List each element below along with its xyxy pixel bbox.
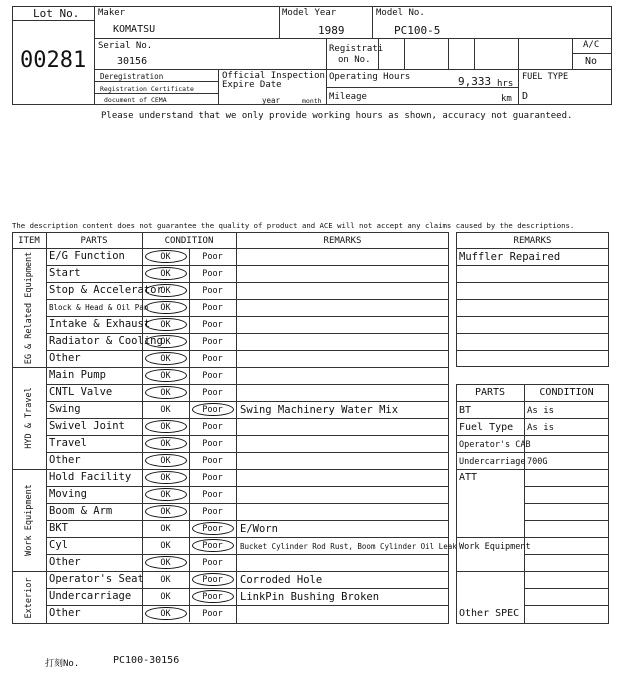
- side-work-equipment-label: Work Equipment: [459, 542, 531, 552]
- ok-option[interactable]: OK: [160, 269, 171, 279]
- section-label-work: Work Equipment: [24, 484, 34, 556]
- ok-option[interactable]: OK: [160, 252, 171, 262]
- ok-selected-marker: [145, 318, 187, 331]
- side-part-fuel-type: Fuel Type: [459, 422, 514, 433]
- poor-option[interactable]: Poor: [202, 269, 223, 279]
- ok-selected-marker: [145, 471, 187, 484]
- fuel-type-value: D: [522, 91, 529, 102]
- ok-selected-marker: [145, 454, 187, 467]
- ok-selected-marker: [145, 250, 187, 263]
- part-label: Undercarriage: [49, 590, 132, 602]
- ok-option[interactable]: OK: [160, 422, 171, 432]
- poor-selected-marker: [192, 590, 234, 603]
- part-label: Other: [49, 556, 81, 568]
- serial-value: 30156: [117, 56, 148, 67]
- operating-hours-value: 9,333: [458, 75, 492, 88]
- ok-selected-marker: [145, 301, 187, 314]
- ok-option[interactable]: OK: [160, 354, 171, 364]
- part-label: Swing: [49, 403, 81, 415]
- part-label: Swivel Joint: [49, 420, 125, 432]
- poor-option[interactable]: Poor: [202, 507, 223, 517]
- hrs-label: hrs: [497, 79, 514, 89]
- deregistration-label: Deregistration: [100, 72, 164, 81]
- side-part-bt: BT: [459, 405, 472, 416]
- registration-certificate-label: Registration Certificate: [100, 85, 194, 93]
- remark-text: Bucket Cylinder Rod Rust, Boom Cylinder Oil Leak: [240, 542, 457, 551]
- side-parts-header: PARTS: [474, 387, 506, 398]
- poor-option[interactable]: Poor: [202, 388, 223, 398]
- ok-selected-marker: [145, 607, 187, 620]
- ok-option[interactable]: OK: [160, 524, 171, 534]
- part-label: Main Pump: [49, 369, 106, 381]
- maker-label: Maker: [98, 8, 126, 18]
- side-remarks-text: Muffler Repaired: [459, 251, 561, 263]
- poor-option[interactable]: Poor: [202, 286, 223, 296]
- ok-option[interactable]: OK: [160, 303, 171, 313]
- section-label-hyd: HYD & Travel: [24, 387, 34, 449]
- poor-option[interactable]: Poor: [202, 371, 223, 381]
- side-part-cab: Operator's CAB: [459, 440, 531, 450]
- serial-label: Serial No.: [98, 41, 153, 51]
- ok-option[interactable]: OK: [160, 575, 171, 585]
- part-label: Start: [49, 267, 81, 279]
- side-cond-undercarriage: 700G: [527, 457, 548, 467]
- month-label: month: [302, 97, 322, 105]
- col-header-remarks: REMARKS: [323, 236, 362, 246]
- ok-option[interactable]: OK: [160, 473, 171, 483]
- ok-option[interactable]: OK: [160, 592, 171, 602]
- poor-option[interactable]: Poor: [202, 422, 223, 432]
- part-label: Other: [49, 607, 81, 619]
- ok-option[interactable]: OK: [160, 337, 171, 347]
- part-label: Other: [49, 352, 81, 364]
- ok-selected-marker: [145, 420, 187, 433]
- side-cond-fuel-type: As is: [527, 423, 555, 433]
- part-label: Block & Head & Oil Pan: [49, 303, 149, 312]
- col-header-condition: CONDITION: [164, 236, 214, 246]
- part-label: E/G Function: [49, 250, 125, 262]
- side-other-spec-label: Other SPEC: [459, 608, 520, 619]
- part-label: Radiator & Cooling: [49, 335, 163, 347]
- lot-number: 00281: [20, 48, 87, 73]
- maker-value: KOMATSU: [113, 24, 156, 35]
- poor-option[interactable]: Poor: [202, 456, 223, 466]
- ok-option[interactable]: OK: [160, 456, 171, 466]
- year-label: year: [262, 96, 281, 105]
- side-condition-header: CONDITION: [539, 387, 594, 398]
- remark-text: LinkPin Bushing Broken: [240, 591, 380, 603]
- mileage-label: Mileage: [329, 92, 367, 102]
- poor-selected-marker: [192, 522, 234, 535]
- fuel-type-label: FUEL TYPE: [522, 72, 569, 82]
- poor-option[interactable]: Poor: [202, 473, 223, 483]
- ok-option[interactable]: OK: [160, 609, 171, 619]
- ac-label: A/C: [583, 40, 600, 50]
- inspection-label: Official Inspection: [222, 71, 325, 81]
- stamp-label: 打刻No.: [45, 659, 80, 669]
- operating-hours-label: Operating Hours: [329, 72, 411, 82]
- model-no-label: Model No.: [376, 8, 425, 18]
- ok-option[interactable]: OK: [160, 371, 171, 381]
- inspection-label-2: Expire Date: [222, 80, 282, 90]
- ok-selected-marker: [145, 284, 187, 297]
- part-label: Intake & Exhaust: [49, 318, 151, 330]
- part-label: Boom & Arm: [49, 505, 113, 517]
- col-header-item: ITEM: [18, 236, 40, 246]
- poor-option[interactable]: Poor: [202, 609, 223, 619]
- part-label: Travel: [49, 437, 87, 449]
- remark-text: Corroded Hole: [240, 574, 323, 586]
- ok-selected-marker: [145, 505, 187, 518]
- ok-option[interactable]: OK: [160, 286, 171, 296]
- part-label: CNTL Valve: [49, 386, 113, 398]
- ok-option[interactable]: OK: [160, 558, 171, 568]
- cema-label: document of CEMA: [104, 96, 167, 104]
- part-label: Operator's Seat: [49, 573, 144, 585]
- poor-selected-marker: [192, 539, 234, 552]
- poor-option[interactable]: Poor: [202, 439, 223, 449]
- part-label: Hold Facility: [49, 471, 132, 483]
- stamp-value: PC100-30156: [113, 655, 180, 666]
- registration-label-2: on No.: [338, 55, 371, 65]
- remark-text: Swing Machinery Water Mix: [240, 404, 399, 416]
- ok-option[interactable]: OK: [160, 507, 171, 517]
- ok-option[interactable]: OK: [160, 320, 171, 330]
- poor-option[interactable]: Poor: [202, 592, 223, 602]
- ok-option[interactable]: OK: [160, 490, 171, 500]
- poor-option[interactable]: Poor: [202, 558, 223, 568]
- ok-selected-marker: [145, 556, 187, 569]
- side-remarks-header: REMARKS: [513, 236, 552, 246]
- ok-selected-marker: [145, 437, 187, 450]
- model-year-label: Model Year: [282, 8, 337, 18]
- ok-selected-marker: [145, 267, 187, 280]
- poor-option[interactable]: Poor: [202, 337, 223, 347]
- ok-option[interactable]: OK: [160, 388, 171, 398]
- side-part-undercarriage: Undercarriage: [459, 457, 526, 467]
- ok-selected-marker: [145, 352, 187, 365]
- col-header-parts: PARTS: [80, 236, 108, 246]
- poor-option[interactable]: Poor: [202, 405, 223, 415]
- hours-notice: Please understand that we only provide working hours as shown, accuracy not guaranteed.: [101, 111, 573, 121]
- poor-selected-marker: [192, 573, 234, 586]
- part-label: Stop & Accelerator: [49, 284, 163, 296]
- ok-option[interactable]: OK: [160, 405, 171, 415]
- ac-value: No: [585, 56, 598, 67]
- remark-text: E/Worn: [240, 523, 278, 535]
- poor-option[interactable]: Poor: [202, 303, 223, 313]
- ok-selected-marker: [145, 386, 187, 399]
- registration-label: Registrati: [329, 44, 384, 54]
- side-att-label: ATT: [459, 472, 478, 483]
- part-label: BKT: [49, 522, 68, 534]
- poor-option[interactable]: Poor: [202, 541, 223, 551]
- poor-option[interactable]: Poor: [202, 575, 223, 585]
- poor-option[interactable]: Poor: [202, 524, 223, 534]
- ok-selected-marker: [145, 488, 187, 501]
- ok-option[interactable]: OK: [160, 541, 171, 551]
- poor-option[interactable]: Poor: [202, 320, 223, 330]
- ok-option[interactable]: OK: [160, 439, 171, 449]
- model-year-value: 1989: [318, 24, 345, 37]
- ok-selected-marker: [145, 369, 187, 382]
- poor-option[interactable]: Poor: [202, 354, 223, 364]
- side-cond-bt: As is: [527, 406, 555, 416]
- disclaimer: The description content does not guarantee the quality of product and ACE will not accept any claims caused by the descriptions.: [12, 221, 575, 230]
- ok-selected-marker: [145, 335, 187, 348]
- part-label: Cyl: [49, 539, 68, 551]
- lot-label: Lot No.: [33, 7, 80, 20]
- model-no-value: PC100-5: [394, 24, 441, 37]
- poor-selected-marker: [192, 403, 234, 416]
- part-label: Other: [49, 454, 81, 466]
- section-label-eg: EG & Related Equipment: [24, 251, 34, 365]
- poor-option[interactable]: Poor: [202, 490, 223, 500]
- section-label-exterior: Exterior: [24, 577, 34, 619]
- poor-option[interactable]: Poor: [202, 252, 223, 262]
- km-label: km: [501, 94, 512, 104]
- part-label: Moving: [49, 488, 87, 500]
